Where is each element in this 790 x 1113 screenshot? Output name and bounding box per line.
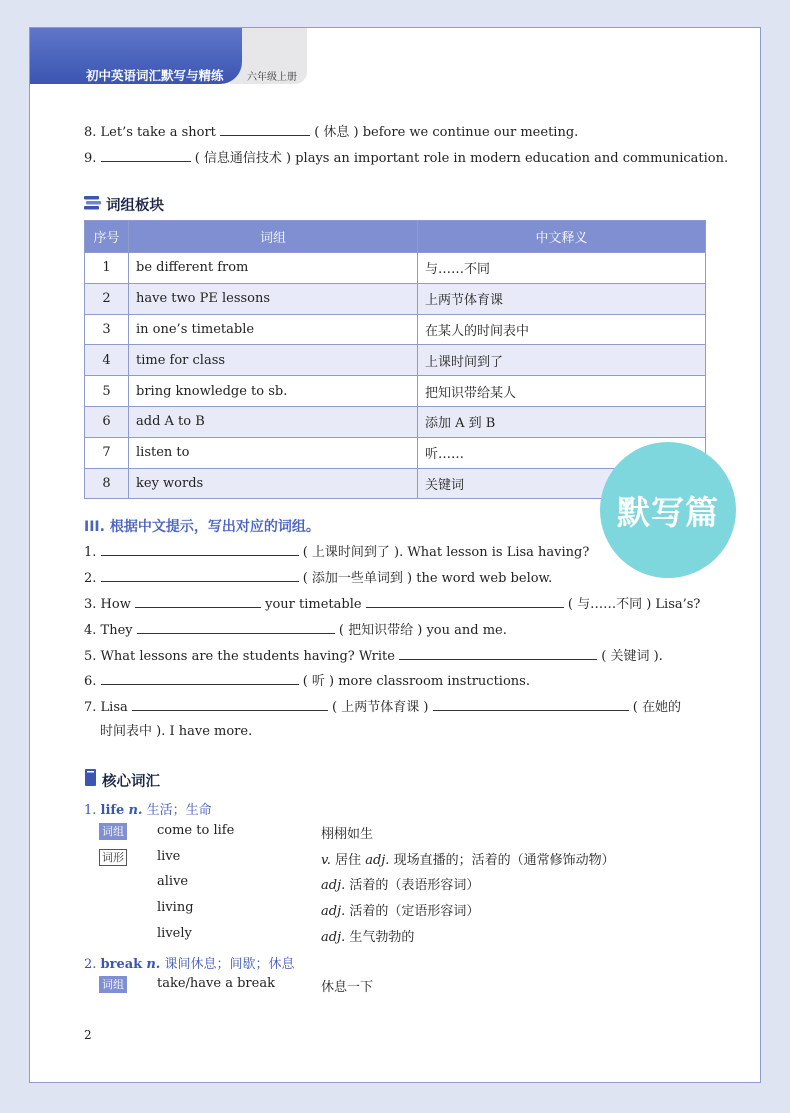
row-meaning: 把知识带给某人 <box>418 376 706 407</box>
form-word: living <box>157 900 194 915</box>
item-number: 1. <box>84 545 97 560</box>
sentence-number: 9. <box>84 151 97 166</box>
table-row <box>85 406 706 437</box>
table-row <box>85 376 706 407</box>
book-icon <box>84 769 98 787</box>
item-text: ( 上两节体育课 ) <box>332 700 429 715</box>
form-gloss: 生气勃勃的 <box>345 930 415 945</box>
row-number: 3 <box>85 314 129 345</box>
item-number: 3. <box>84 597 97 612</box>
row-meaning: 上两节体育课 <box>418 283 706 314</box>
form-pos: adj. <box>321 878 346 893</box>
row-phrase: time for class <box>129 345 418 376</box>
item-text: ( 在她的 <box>632 700 681 715</box>
item-text: ( 把知识带给 ) you and me. <box>338 623 507 638</box>
form-meaning <box>321 874 479 893</box>
table-header-row <box>85 221 706 253</box>
form-meaning <box>321 926 414 945</box>
exercise-item <box>84 697 681 717</box>
item-text: ( 关键词 ). <box>601 649 663 664</box>
item-text: ( 添加一些单词到 ) the word web below. <box>302 571 553 586</box>
answer-blank[interactable] <box>101 671 299 685</box>
entry-word: life <box>100 803 125 818</box>
row-phrase: be different from <box>129 253 418 284</box>
row-number: 5 <box>85 376 129 407</box>
phrase-text: take/have a break <box>157 976 275 991</box>
exercise-item <box>84 671 530 691</box>
row-meaning: 与……不同 <box>418 253 706 284</box>
answer-blank[interactable] <box>101 148 191 162</box>
section-title-phrases: 词组板块 <box>106 198 164 214</box>
answer-blank[interactable] <box>137 620 335 634</box>
sentence-hint: ( 信息通信技术 ) plays an important role in modern education and communication. <box>194 151 729 166</box>
sentence-9 <box>84 148 728 168</box>
phrase-meaning: 休息一下 <box>321 980 374 995</box>
row-number: 2 <box>85 283 129 314</box>
row-phrase: add A to B <box>129 406 418 437</box>
exercise-3-title: III. 根据中文提示，写出对应的词组。 <box>84 519 320 535</box>
item-text: How <box>100 597 131 612</box>
form-gloss: 活着的（表语形容词） <box>345 878 480 893</box>
row-meaning: 关键词 <box>418 468 706 499</box>
layers-icon <box>84 196 102 210</box>
entry-number: 1. <box>84 803 97 818</box>
item-text: ( 与……不同 ) Lisa’s? <box>567 597 701 612</box>
form-pos: v. <box>321 853 331 868</box>
row-number: 1 <box>85 253 129 284</box>
form-word: lively <box>157 926 192 941</box>
page-number: 2 <box>84 1028 92 1042</box>
row-number: 6 <box>85 406 129 437</box>
answer-blank[interactable] <box>101 568 299 582</box>
exercise-item <box>84 620 507 640</box>
row-phrase: listen to <box>129 437 418 468</box>
row-number: 8 <box>85 468 129 499</box>
vocab-entry-life <box>84 799 212 818</box>
item-text: ( 听 ) more classroom instructions. <box>302 674 530 689</box>
entry-word: break <box>100 957 143 972</box>
table-row <box>85 345 706 376</box>
item-number: 5. <box>84 649 97 664</box>
form-pos: adj. <box>321 930 346 945</box>
answer-blank[interactable] <box>433 697 629 711</box>
row-phrase: have two PE lessons <box>129 283 418 314</box>
item-text: They <box>100 623 133 638</box>
row-phrase: in one’s timetable <box>129 314 418 345</box>
row-meaning: 听…… <box>418 437 706 468</box>
form-word: alive <box>157 874 189 889</box>
form-gloss: 居住 <box>330 853 366 868</box>
item-text: your timetable <box>265 597 362 612</box>
table-row <box>85 314 706 345</box>
header-number: 序号 <box>85 221 129 253</box>
form-gloss: 活着的（定语形容词） <box>345 904 480 919</box>
sentence-number: 8. <box>84 125 97 140</box>
dictation-badge: 默写篇 <box>600 442 736 578</box>
exercise-item <box>84 594 700 614</box>
table-row <box>85 437 706 468</box>
item-number: 7. <box>84 700 97 715</box>
form-pos: adj. <box>365 853 390 868</box>
book-title: 初中英语词汇默写与精练 <box>86 68 224 83</box>
item-text: ( 上课时间到了 ). What lesson is Lisa having? <box>302 545 590 560</box>
table-row <box>85 253 706 284</box>
answer-blank[interactable] <box>132 697 328 711</box>
form-pos: adj. <box>321 904 346 919</box>
sentence-hint: ( 休息 ) before we continue our meeting. <box>314 125 579 140</box>
answer-blank[interactable] <box>101 542 299 556</box>
vocab-entry-break <box>84 953 294 972</box>
header-phrase: 词组 <box>129 221 418 253</box>
item-number: 2. <box>84 571 97 586</box>
row-number: 7 <box>85 437 129 468</box>
exercise-item <box>84 646 663 666</box>
row-meaning: 添加 A 到 B <box>418 406 706 437</box>
row-meaning: 上课时间到了 <box>418 345 706 376</box>
entry-pos: n. <box>128 803 143 818</box>
phrase-text: come to life <box>157 823 235 838</box>
item-text: Lisa <box>100 700 128 715</box>
form-gloss: 现场直播的；活着的（通常修饰动物） <box>389 853 615 868</box>
form-word: live <box>157 849 181 864</box>
phrase-table <box>84 220 706 499</box>
entry-meaning: 课间休息；间歇；休息 <box>164 957 295 972</box>
row-number: 4 <box>85 345 129 376</box>
answer-blank[interactable] <box>135 594 261 608</box>
grade-label: 六年级上册 <box>247 72 297 83</box>
entry-meaning: 生活；生命 <box>146 803 212 818</box>
page <box>29 27 761 1083</box>
word-form-tag: 词形 <box>99 849 127 866</box>
phrase-meaning: 栩栩如生 <box>321 827 374 842</box>
sentence-8 <box>84 122 578 142</box>
item-number: 4. <box>84 623 97 638</box>
row-phrase: key words <box>129 468 418 499</box>
answer-blank[interactable] <box>220 122 310 136</box>
phrase-tag: 词组 <box>99 976 127 993</box>
header-meaning: 中文释义 <box>418 221 706 253</box>
entry-number: 2. <box>84 957 97 972</box>
phrase-tag: 词组 <box>99 823 127 840</box>
sentence-text: Let’s take a short <box>100 125 216 140</box>
item-number: 6. <box>84 674 97 689</box>
form-meaning <box>321 900 479 919</box>
answer-blank[interactable] <box>366 594 564 608</box>
table-row <box>85 283 706 314</box>
exercise-item-continued: 时间表中 ). I have more. <box>100 724 253 739</box>
exercise-item <box>84 542 589 562</box>
item-text: What lessons are the students having? Write <box>100 649 395 664</box>
exercise-item <box>84 568 552 588</box>
form-meaning <box>321 849 615 868</box>
entry-pos: n. <box>146 957 161 972</box>
row-meaning: 在某人的时间表中 <box>418 314 706 345</box>
answer-blank[interactable] <box>399 646 597 660</box>
section-title-core-vocab: 核心词汇 <box>102 774 160 790</box>
row-phrase: bring knowledge to sb. <box>129 376 418 407</box>
